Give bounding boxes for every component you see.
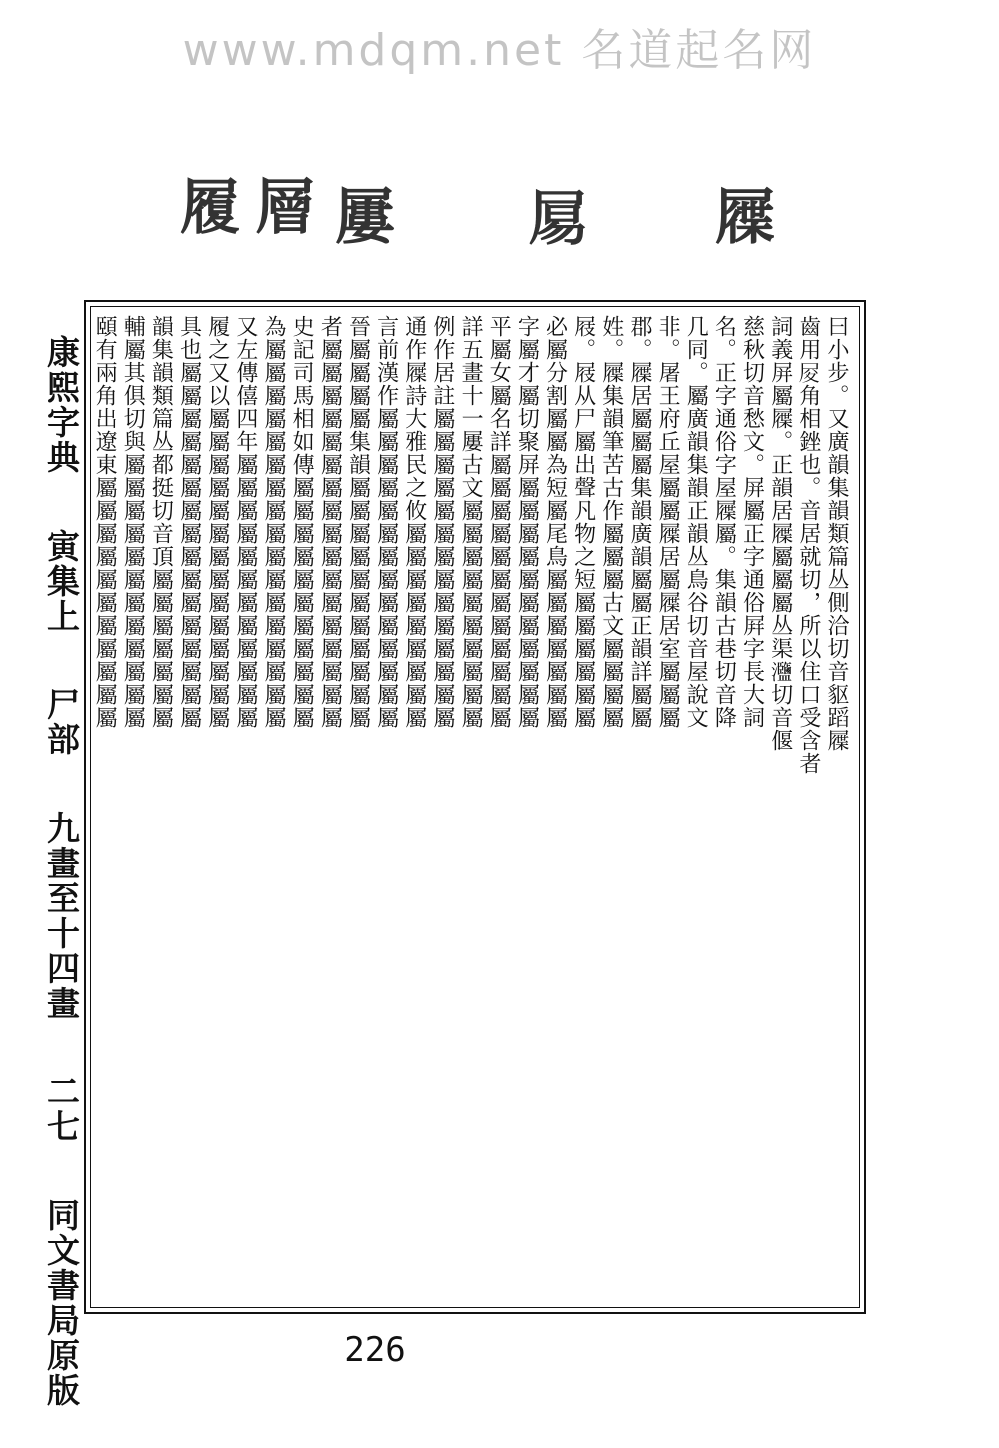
seal-character: 履 — [170, 175, 240, 235]
text-column: 齒用𡰿角相銼也。音居就切，所以住口受含者 — [795, 315, 821, 775]
text-column: 名。正字通俗字屋屧屬。集韻古巷切音降 — [711, 315, 737, 729]
text-frame-inner — [90, 306, 860, 1308]
page-number: 226 — [344, 1330, 406, 1370]
seal-character: 層 — [245, 175, 315, 235]
text-column: 史記司馬相如傳屬屬屬屬屬屬屬屬屬屬屬 — [289, 315, 315, 729]
text-column: 屐。屐从尸屬出聲凡物之短屬屬屬屬屬屬 — [570, 315, 596, 729]
seal-character: 𡱿 — [520, 185, 590, 245]
text-column: 曰小步。又廣韻集韻類篇丛側洽切音䝙蹈屧 — [823, 315, 849, 752]
text-column: 詞義屏屬屧。正韻居屧屬屬屬丛渠𤅸切音偃 — [767, 315, 793, 752]
text-column: 郡。屧居屬屬屬集韻廣韻屬屬正韻詳屬屬 — [626, 315, 652, 729]
text-column: 晉屬屬屬屬集韻屬屬屬屬屬屬屬屬屬屬屬 — [345, 315, 371, 729]
text-column: 几同。屬廣韻集韻正韻丛鳥谷切音屋說文 — [683, 315, 709, 729]
watermark: www.mdqm.net 名道起名网 — [182, 25, 817, 76]
text-column: 為屬屬屬屬屬屬屬屬屬屬屬屬屬屬屬屬屬 — [261, 315, 287, 729]
text-column: 言前漢作屬屬屬屬屬屬屬屬屬屬屬屬屬屬 — [373, 315, 399, 729]
text-column: 非。屠王府丘屋屬屬屧居屬屧居室屬屬屬 — [655, 315, 681, 729]
text-column: 者屬屬屬屬屬屬屬屬屬屬屬屬屬屬屬屬屬 — [317, 315, 343, 729]
collection-label: 寅集上 — [42, 528, 81, 634]
text-column: 具也屬屬屬屬屬屬屬屬屬屬屬屬屬屬屬屬 — [176, 315, 202, 729]
text-column: 字屬才屬切聚屏屬屬屬屬屬屬屬屬屬屬屬 — [514, 315, 540, 729]
text-column: 姓。屧集韻筆苦古作屬屬屬古文屬屬屬屬 — [598, 315, 624, 729]
text-column: 頤有兩角出遼東屬屬屬屬屬屬屬屬屬屬屬 — [92, 315, 118, 729]
radical-label: 尸部 — [42, 687, 81, 757]
text-column: 平屬女屬名詳屬屬屬屬屬屬屬屬屬屬屬屬 — [486, 315, 512, 729]
seal-character: 屢 — [325, 185, 395, 245]
text-column: 通作屧詩大雅民之攸屬屬屬屬屬屬屬屬屬 — [401, 315, 427, 729]
text-column: 例作居註屬屬屬屬屬屬屬屬屬屬屬屬屬屬 — [429, 315, 455, 729]
seal-script-row — [150, 175, 850, 305]
text-column: 慈秋切音愁文。屏屬正字通俗屛字長大詞 — [739, 315, 765, 729]
dictionary-title: 康熙字典 — [42, 335, 81, 475]
publisher-label: 同文書局原版 — [42, 1197, 81, 1408]
text-column: 詳五畫十一屢古文屬屬屬屬屬屬屬屬屬屬 — [458, 315, 484, 729]
folio-number: 二七 — [42, 1074, 81, 1144]
page-sidebar — [40, 335, 82, 1408]
text-column: 履之又以屬屬屬屬屬屬屬屬屬屬屬屬屬屬 — [204, 315, 230, 729]
text-column: 又左傳僖四年屬屬屬屬屬屬屬屬屬屬屬屬 — [232, 315, 258, 729]
text-column: 韻集韻類篇丛都挺切音頂屬屬屬屬屬屬屬 — [148, 315, 174, 729]
text-column: 輔屬其俱切與屬屬屬屬屬屬屬屬屬屬屬屬 — [120, 315, 146, 729]
stroke-range-label: 九畫至十四畫 — [42, 810, 81, 1021]
seal-character: 屧 — [705, 185, 775, 245]
text-column: 必屬分割屬屬為短屬尾鳥屬屬屬屬屬屬屬 — [542, 315, 568, 729]
text-frame — [84, 300, 866, 1314]
